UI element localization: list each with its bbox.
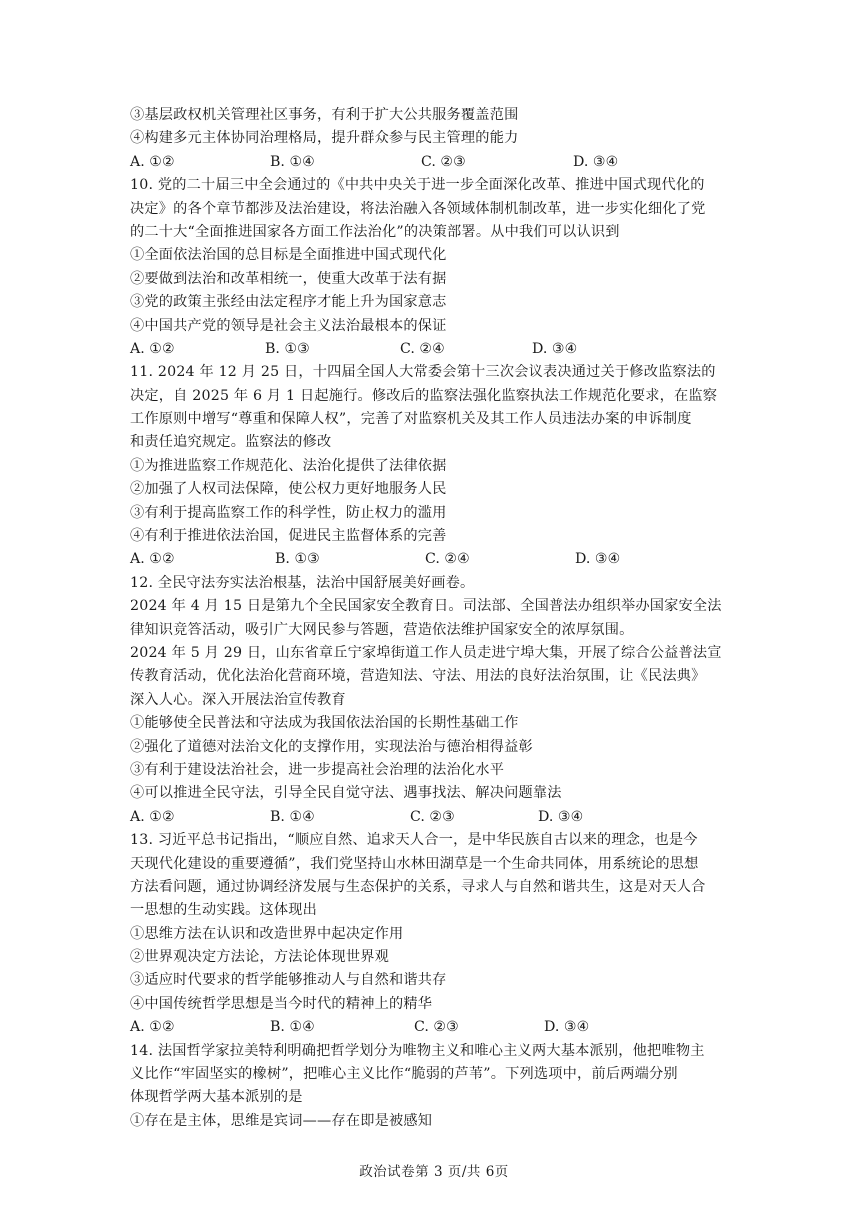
q11-stem-line: 和责任追究规定。监察法的修改 xyxy=(130,434,332,451)
q13-stem-line: 方法看问题，通过协调经济发展与生态保护的关系，寻求人与自然和谐共生，这是对天人合 xyxy=(130,878,706,895)
q11-stem-line: 11. 2024 年 12 月 25 日，十四届全国人大常委会第十三次会议表决通过关于修改监察法的 xyxy=(130,364,716,381)
q11-option-a: A. ①② xyxy=(130,551,175,568)
q11-stem-line: 决定，自 2025 年 6 月 1 日起施行。修改后的监察法强化监察执法工作规范化要求，在监察 xyxy=(130,387,718,404)
q9-option-b: B. ①④ xyxy=(270,153,315,170)
question-10 xyxy=(130,174,740,361)
q12-item-3: ③有利于建设法治社会，进一步提高社会治理的法治化水平 xyxy=(130,761,505,778)
q12-option-a: A. ①② xyxy=(130,808,175,825)
q10-item-4: ④中国共产党的领导是社会主义法治最根本的保证 xyxy=(130,317,447,334)
exam-page xyxy=(130,104,740,1133)
q11-item-1: ①为推进监察工作规范化、法治化提供了法律依据 xyxy=(130,457,447,474)
q11-item-4: ④有利于推进依法治国，促进民主监督体系的完善 xyxy=(130,528,447,545)
question-14 xyxy=(130,1040,740,1134)
q12-option-b: B. ①④ xyxy=(270,808,315,825)
q14-stem-line: 体现哲学两大基本派别的是 xyxy=(130,1089,303,1106)
q10-stem-line: 的二十大“全面推进国家各方面工作法治化”的决策部署。从中我们可以认识到 xyxy=(130,223,620,240)
q14-stem-line: 14. 法国哲学家拉美特利明确把哲学划分为唯物主义和唯心主义两大基本派别，他把唯物主 xyxy=(130,1042,705,1059)
q14-item-1: ①存在是主体，思维是宾词——存在即是被感知 xyxy=(130,1112,433,1129)
q14-stem-line: 义比作“牢固坚实的橡树”，把唯心主义比作“脆弱的芦苇”。下列选项中，前后两端分别 xyxy=(130,1066,678,1083)
q9-option-a: A. ①② xyxy=(130,153,175,170)
q12-stem-line: 深入人心。深入开展法治宣传教育 xyxy=(130,691,346,708)
q13-option-c: C. ②③ xyxy=(414,1019,459,1036)
q9-item-3: ③基层政权机关管理社区事务，有利于扩大公共服务覆盖范围 xyxy=(130,107,519,123)
q13-item-2: ②世界观决定方法论，方法论体现世界观 xyxy=(130,949,389,966)
q12-option-d: D. ③④ xyxy=(538,808,584,825)
q13-item-3: ③适应时代要求的哲学能够推动人与自然和谐共存 xyxy=(130,972,447,989)
q11-option-b: B. ①③ xyxy=(275,551,320,568)
q13-stem-line: 13. 习近平总书记指出，“顺应自然、追求天人合一，是中华民族自古以来的理念，也是今 xyxy=(130,832,698,849)
q12-stem-line: 12. 全民守法夯实法治根基，法治中国舒展美好画卷。 xyxy=(130,574,475,591)
q11-item-3: ③有利于提高监察工作的科学性，防止权力的滥用 xyxy=(130,504,447,521)
page-footer: 政治试卷第 3 页/共 6页 xyxy=(359,1164,509,1180)
q10-item-1: ①全面依法治国的总目标是全面推进中国式现代化 xyxy=(130,247,447,264)
q12-item-2: ②强化了道德对法治文化的支撑作用，实现法治与德治相得益彰 xyxy=(130,738,533,755)
question-11 xyxy=(130,361,740,572)
q13-stem-line: 一思想的生动实践。这体现出 xyxy=(130,902,318,919)
q11-option-c: C. ②④ xyxy=(425,551,470,568)
q13-item-1: ①思维方法在认识和改造世界中起决定作用 xyxy=(130,925,404,942)
q12-stem-line: 2024 年 4 月 15 日是第九个全民国家安全教育日。司法部、全国普法办组织举办国家安全法 xyxy=(130,598,722,615)
q13-options xyxy=(130,1016,740,1039)
question-9-tail xyxy=(130,104,740,174)
question-12 xyxy=(130,572,740,829)
q11-options xyxy=(130,548,740,571)
q13-stem-line: 天现代化建设的重要遵循”，我们党坚持山水林田湖草是一个生命共同体，用系统论的思想 xyxy=(130,855,699,872)
q11-stem-line: 工作原则中增写“尊重和保障人权”，完善了对监察机关及其工作人员违法办案的申诉制度 xyxy=(130,411,692,428)
q12-options xyxy=(130,806,740,829)
q11-option-d: D. ③④ xyxy=(575,551,621,568)
q13-option-b: B. ①④ xyxy=(270,1019,315,1036)
q10-options xyxy=(130,338,740,361)
q10-option-b: B. ①③ xyxy=(265,340,310,357)
q12-stem-line: 传教育活动，优化法治化营商环境，营造知法、守法、用法的良好法治氛围，让《民法典》 xyxy=(130,668,706,685)
q9-option-d: D. ③④ xyxy=(573,153,619,170)
q9-options xyxy=(130,151,740,174)
q13-option-d: D. ③④ xyxy=(544,1019,590,1036)
q10-option-d: D. ③④ xyxy=(532,340,578,357)
q12-item-4: ④可以推进全民守法，引导全民自觉守法、遇事找法、解决问题靠法 xyxy=(130,785,562,802)
q10-item-2: ②要做到法治和改革相统一，使重大改革于法有据 xyxy=(130,270,447,287)
question-13 xyxy=(130,829,740,1040)
q10-option-c: C. ②④ xyxy=(400,340,445,357)
q11-item-2: ②加强了人权司法保障，使公权力更好地服务人民 xyxy=(130,481,447,498)
q10-item-3: ③党的政策主张经由法定程序才能上升为国家意志 xyxy=(130,294,447,311)
q13-item-4: ④中国传统哲学思想是当今时代的精神上的精华 xyxy=(130,995,433,1012)
q12-stem-line: 2024 年 5 月 29 日，山东省章丘宁家埠街道工作人员走进宁埠大集，开展了综合公益普法宣 xyxy=(130,644,722,661)
q13-option-a: A. ①② xyxy=(130,1019,175,1036)
q10-stem-line: 决定》的各个章节都涉及法治建设，将法治融入各领域体制机制改革，进一步实化细化了党 xyxy=(130,200,706,217)
q12-item-1: ①能够使全民普法和守法成为我国依法治国的长期性基础工作 xyxy=(130,715,519,732)
q9-item-4: ④构建多元主体协同治理格局，提升群众参与民主管理的能力 xyxy=(130,130,519,147)
q12-stem-line: 律知识竞答活动，吸引广大网民参与答题，营造依法维护国家安全的浓厚氛围。 xyxy=(130,621,634,638)
q10-stem-line: 10. 党的二十届三中全会通过的《中共中央关于进一步全面深化改革、推进中国式现代化的 xyxy=(130,177,705,194)
q12-option-c: C. ②③ xyxy=(410,808,455,825)
q10-option-a: A. ①② xyxy=(130,340,175,357)
q9-option-c: C. ②③ xyxy=(421,153,466,170)
